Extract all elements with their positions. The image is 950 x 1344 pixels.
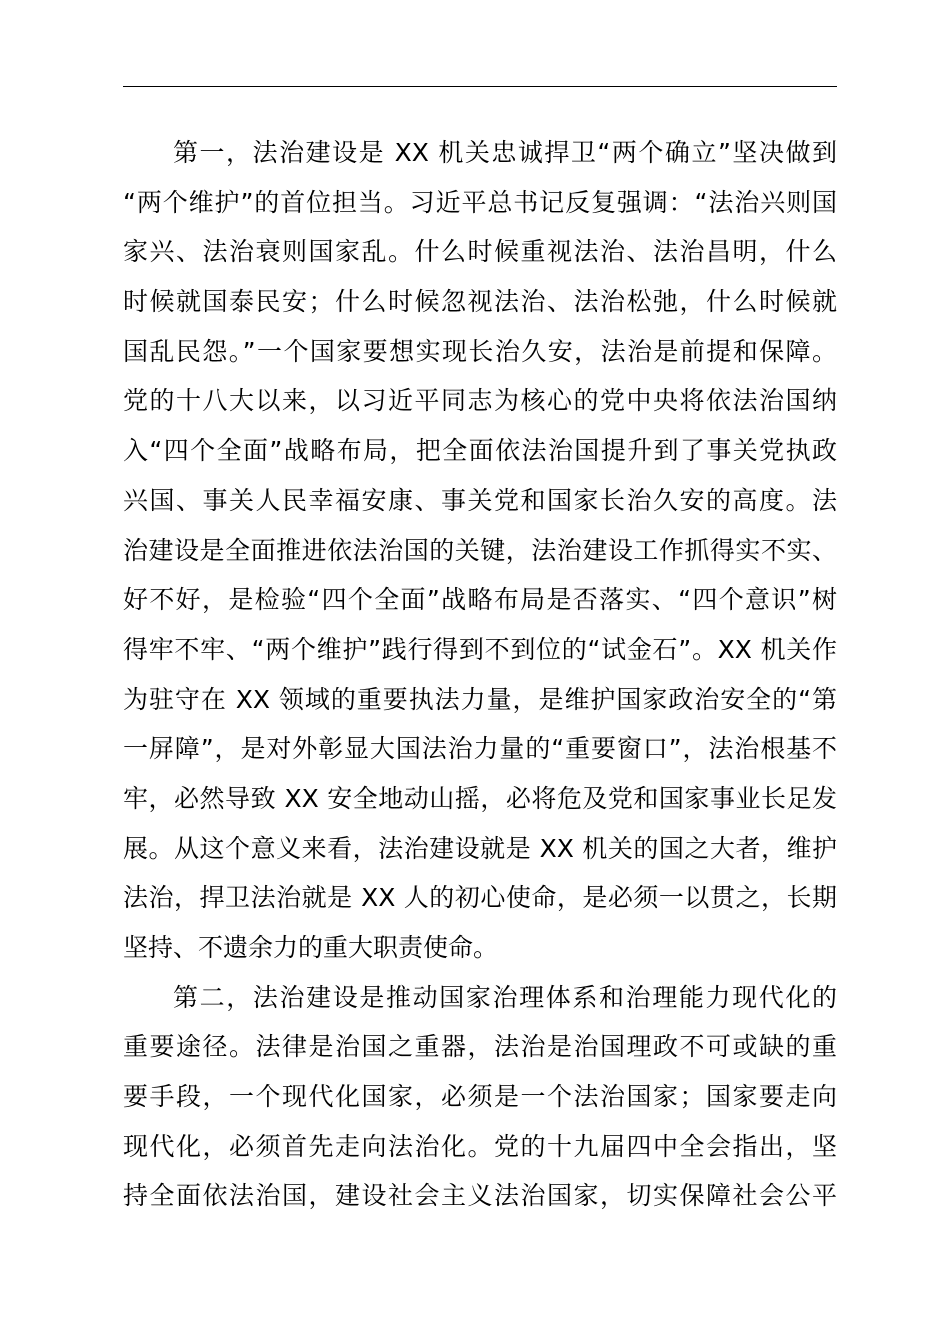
document-body: [123, 128, 837, 1221]
paragraph-line: 法治，捍卫法治就是 XX 人的初心使命，是必须一以贯之，长期: [123, 883, 837, 913]
paragraph-line: 持全面依法治国，建设社会主义法治国家，切实保障社会公平: [123, 1181, 837, 1211]
paragraph-line: 重要途径。法律是治国之重器，法治是治国理政不可或缺的重: [123, 1032, 837, 1062]
paragraph-line: 第二，法治建设是推动国家治理体系和治理能力现代化的: [173, 982, 837, 1012]
paragraph-line: 为驻守在 XX 领域的重要执法力量，是维护国家政治安全的“第: [123, 684, 837, 714]
paragraph-line: 一屏障”，是对外彰显大国法治力量的“重要窗口”，法治根基不: [123, 734, 837, 764]
paragraph-line: 得牢不牢、“两个维护”践行得到不到位的“试金石”。XX 机关作: [123, 634, 837, 664]
paragraph-line: 党的十八大以来，以习近平同志为核心的党中央将依法治国纳: [123, 386, 837, 416]
paragraph-line: 牢，必然导致 XX 安全地动山摇，必将危及党和国家事业长足发: [123, 783, 837, 813]
paragraph-1: [123, 128, 837, 973]
paragraph-line: 家兴、法治衰则国家乱。什么时候重视法治、法治昌明，什么: [123, 237, 837, 267]
paragraph-line: 第一，法治建设是 XX 机关忠诚捍卫“两个确立”坚决做到: [173, 138, 837, 167]
paragraph-line: “两个维护”的首位担当。习近平总书记反复强调：“法治兴则国: [123, 187, 837, 217]
paragraph-line: 好不好，是检验“四个全面”战略布局是否落实、“四个意识”树: [123, 585, 837, 615]
paragraph-line: 国乱民怨。”一个国家要想实现长治久安，法治是前提和保障。: [123, 336, 837, 366]
paragraph-2: [123, 973, 837, 1221]
paragraph-line: 时候就国泰民安；什么时候忽视法治、法治松弛，什么时候就: [123, 287, 837, 317]
paragraph-line: 兴国、事关人民幸福安康、事关党和国家长治久安的高度。法: [123, 485, 837, 515]
paragraph-line: 治建设是全面推进依法治国的关键，法治建设工作抓得实不实、: [123, 535, 837, 565]
paragraph-line: 坚持、不遗余力的重大职责使命。: [123, 933, 499, 962]
paragraph-line: 入“四个全面”战略布局，把全面依法治国提升到了事关党执政: [123, 436, 837, 466]
paragraph-line: 要手段，一个现代化国家，必须是一个法治国家；国家要走向: [123, 1082, 837, 1112]
header-rule: [123, 86, 837, 87]
paragraph-line: 展。从这个意义来看，法治建设就是 XX 机关的国之大者，维护: [123, 833, 837, 863]
paragraph-line: 现代化，必须首先走向法治化。党的十九届四中全会指出，坚: [123, 1131, 837, 1161]
